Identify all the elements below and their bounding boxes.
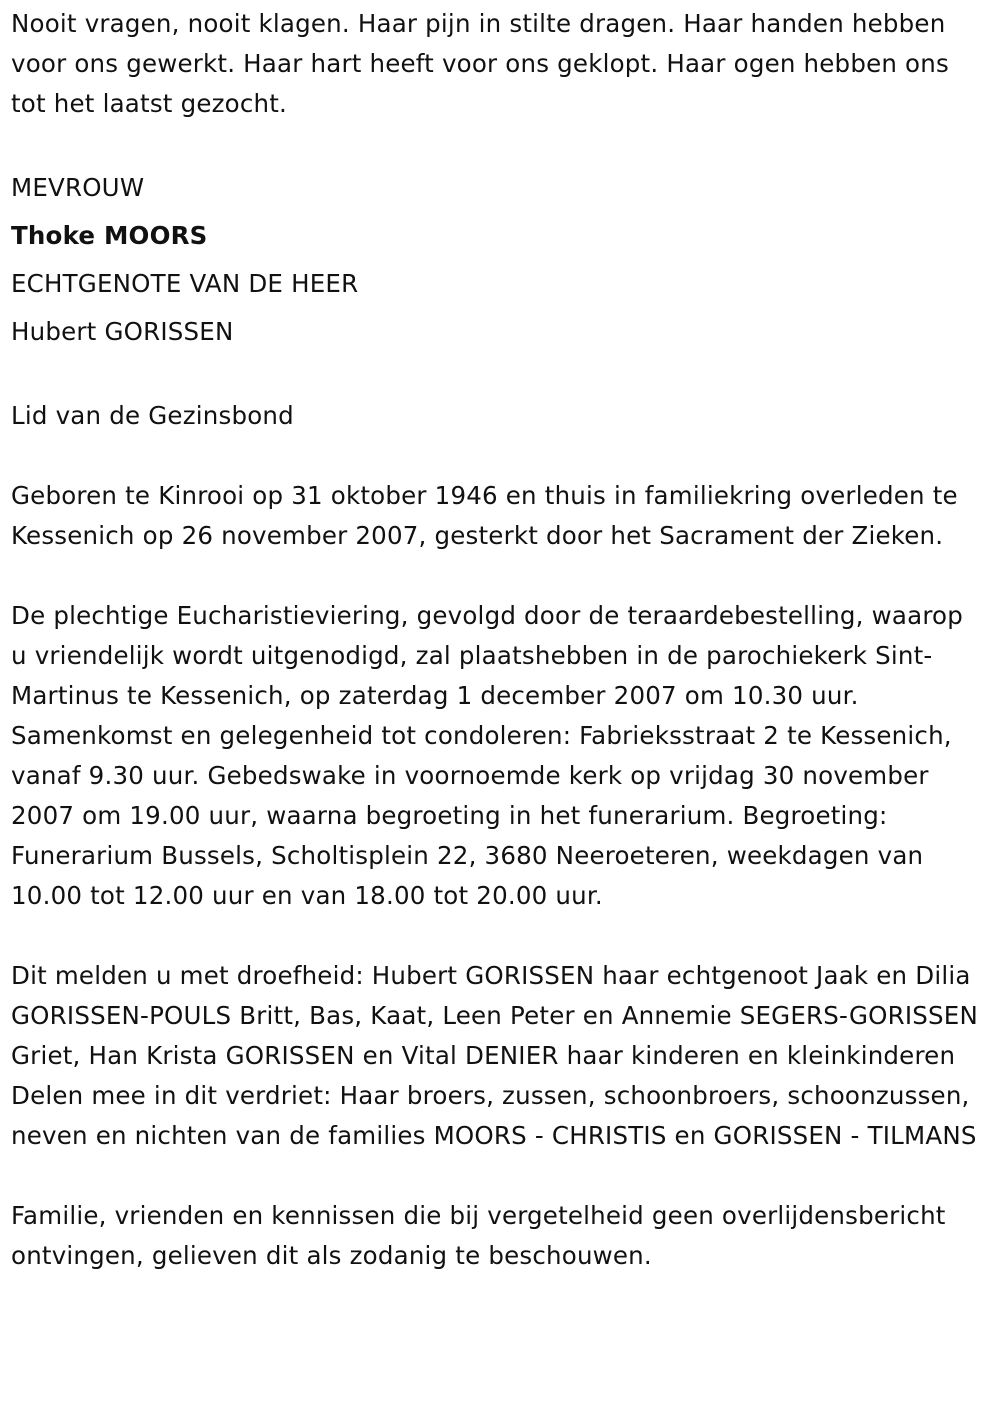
obituary-document: [11, 4, 986, 1316]
spouse-name: Hubert GORISSEN: [11, 317, 234, 346]
funeral-details: De plechtige Eucharistieviering, gevolgd door de teraardebestelling, waarop u vriendelijk wordt uitgenodigd, zal plaatshebben in de parochiekerk Sint-Martinus te Kessenich, op zaterdag 1 december 2007 om 10.30 uur. Samenkomst en gelegenheid tot condoleren: Fabrieksstraat 2 te Kessenich, vanaf 9.30 uur. Gebedswake in voornoemde kerk op vrijdag 30 november 2007 om 19.00 uur, waarna begroeting in het funerarium. Begroeting: Funerarium Bussels, Scholtisplein 22, 3680 Neeroeteren, weekdagen van 10.00 tot 12.00 uur en van 18.00 tot 20.00 uur.: [11, 601, 963, 910]
spouse-relation: ECHTGENOTE VAN DE HEER: [11, 269, 359, 298]
deceased-name: Thoke MOORS: [11, 221, 208, 250]
closing-note: Familie, vrienden en kennissen die bij vergetelheid geen overlijdensbericht ontvingen, gelieven dit als zodanig te beschouwen.: [11, 1201, 946, 1270]
deceased-header: [11, 164, 986, 356]
salutation: MEVROUW: [11, 173, 145, 202]
birth-death-details: Geboren te Kinrooi op 31 oktober 1946 en thuis in familiekring overleden te Kessenich op 26 november 2007, gesterkt door het Sacrament der Zieken.: [11, 481, 958, 550]
opening-quote: Nooit vragen, nooit klagen. Haar pijn in stilte dragen. Haar handen hebben voor ons gewerkt. Haar hart heeft voor ons geklopt. Haar ogen hebben ons tot het laatst gezocht.: [11, 9, 949, 118]
family-announcement: Dit melden u met droefheid: Hubert GORISSEN haar echtgenoot Jaak en Dilia GORISSEN-POULS Britt, Bas, Kaat, Leen Peter en Annemie SEGERS-GORISSEN Griet, Han Krista GORISSEN en Vital DENIER haar kinderen en kleinkinderen Delen mee in dit verdriet: Haar broers, zussen, schoonbroers, schoonzussen, neven en nichten van de families MOORS - CHRISTIS en GORISSEN - TILMANS: [11, 961, 978, 1150]
membership: Lid van de Gezinsbond: [11, 401, 294, 430]
